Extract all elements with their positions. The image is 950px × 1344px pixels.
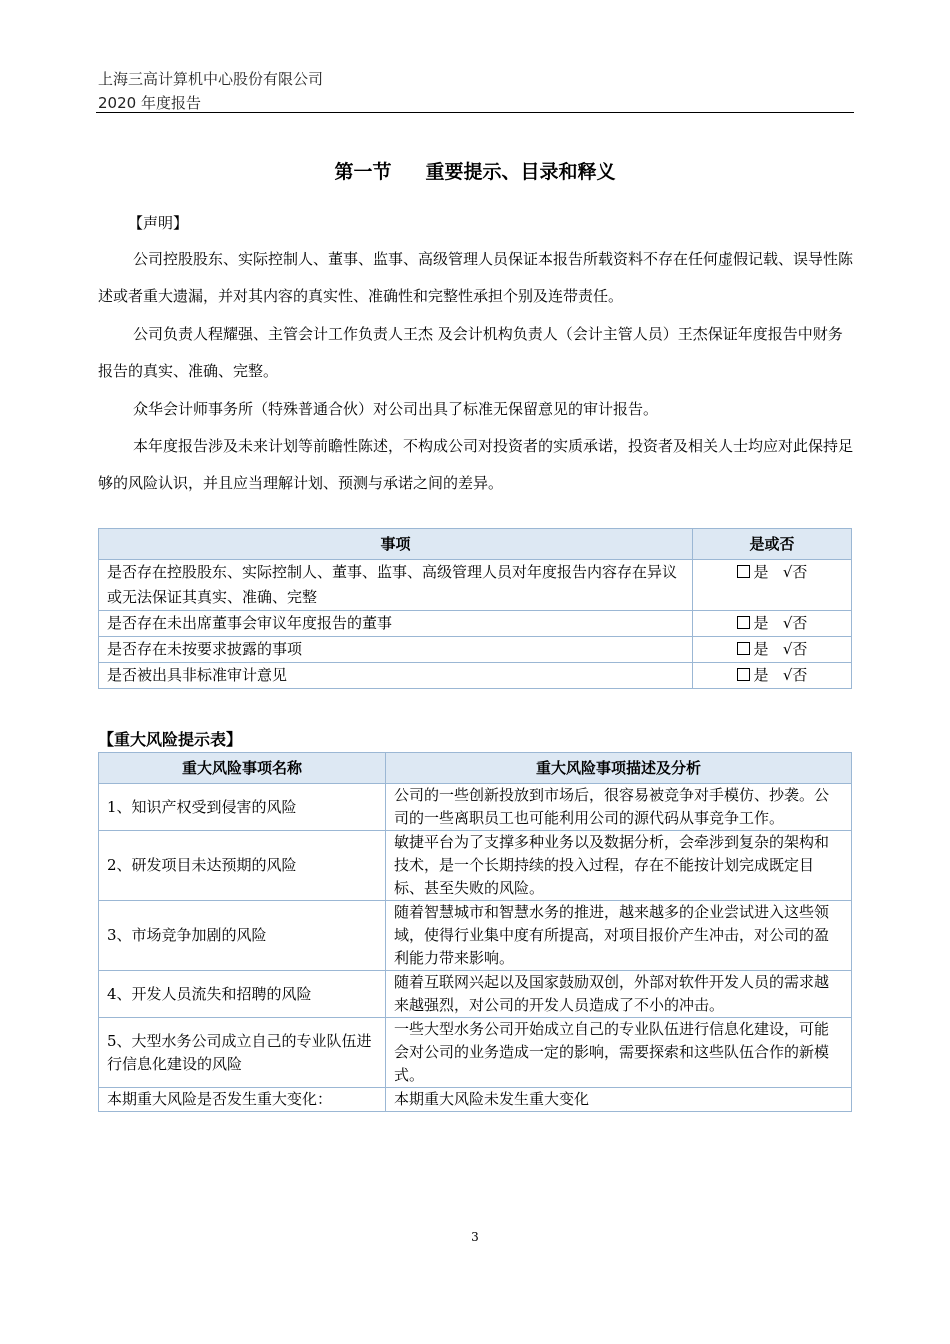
risk-table-heading: 【重大风险提示表】 (98, 730, 243, 749)
section-heading: 重要提示、目录和释义 (425, 161, 616, 183)
risk-name-cell: 5、大型水务公司成立自己的专业队伍进行信息化建设的风险 (99, 1018, 386, 1088)
section-title (0, 157, 950, 184)
no-label: √否 (782, 640, 808, 658)
yes-label: 是 (753, 666, 769, 684)
declaration-label: 【声明】 (128, 214, 189, 232)
checkbox-icon (737, 565, 750, 578)
table-row (99, 901, 852, 971)
yes-label: 是 (753, 614, 769, 632)
header-divider (96, 112, 854, 113)
table-row (99, 784, 852, 831)
column-header: 事项 (99, 529, 693, 560)
checkbox-icon (737, 642, 750, 655)
risk-description-cell: 一些大型水务公司开始成立自己的专业队伍进行信息化建设，可能会对公司的业务造成一定的影响，需要探索和这些队伍合作的新模式。 (386, 1018, 852, 1088)
report-title: 2020 年度报告 (98, 94, 201, 112)
table-header-row (99, 753, 852, 784)
risk-name-cell: 1、知识产权受到侵害的风险 (99, 784, 386, 831)
declaration-paragraph: 本年度报告涉及未来计划等前瞻性陈述，不构成公司对投资者的实质承诺，投资者及相关人士均应对此保持足够的风险认识，并且应当理解计划、预测与承诺之间的差异。 (98, 437, 854, 492)
no-label: √否 (782, 666, 808, 684)
yes-no-cell (693, 560, 852, 611)
risk-change-label-cell: 本期重大风险是否发生重大变化： (99, 1088, 386, 1112)
column-header: 重大风险事项描述及分析 (386, 753, 852, 784)
matter-cell: 是否被出具非标准审计意见 (99, 663, 693, 689)
no-label: √否 (782, 614, 808, 632)
company-name: 上海三高计算机中心股份有限公司 (98, 70, 324, 88)
risk-description-cell: 公司的一些创新投放到市场后，很容易被竞争对手模仿、抄袭。公司的一些离职员工也可能利用公司的源代码从事竞争工作。 (386, 784, 852, 831)
checkbox-icon (737, 668, 750, 681)
table-row (99, 1088, 852, 1112)
declaration-paragraph: 公司控股股东、实际控制人、董事、监事、高级管理人员保证本报告所载资料不存在任何虚假记载、误导性陈述或者重大遗漏，并对其内容的真实性、准确性和完整性承担个别及连带责任。 (98, 250, 854, 305)
risk-table (98, 752, 852, 1112)
risk-description-cell: 随着智慧城市和智慧水务的推进，越来越多的企业尝试进入这些领域，使得行业集中度有所提高，对项目报价产生冲击，对公司的盈利能力带来影响。 (386, 901, 852, 971)
table-row (99, 971, 852, 1018)
yes-no-cell (693, 637, 852, 663)
matter-cell: 是否存在控股股东、实际控制人、董事、监事、高级管理人员对年度报告内容存在异议或无法保证其真实、准确、完整 (99, 560, 693, 611)
declaration-paragraph: 公司负责人程耀强、主管会计工作负责人王杰 及会计机构负责人（会计主管人员）王杰保证年度报告中财务报告的真实、准确、完整。 (98, 325, 843, 380)
table-row (99, 560, 852, 611)
checkbox-icon (737, 616, 750, 629)
page-number: 3 (471, 1230, 479, 1244)
risk-name-cell: 3、市场竞争加剧的风险 (99, 901, 386, 971)
risk-name-cell: 2、研发项目未达预期的风险 (99, 831, 386, 901)
yes-label: 是 (753, 563, 769, 581)
yes-no-cell (693, 611, 852, 637)
table-header-row (99, 529, 852, 560)
matter-cell: 是否存在未出席董事会审议年度报告的董事 (99, 611, 693, 637)
matters-table (98, 528, 852, 689)
matter-cell: 是否存在未按要求披露的事项 (99, 637, 693, 663)
table-row (99, 611, 852, 637)
table-row (99, 637, 852, 663)
column-header: 是或否 (693, 529, 852, 560)
declaration-paragraph: 众华会计师事务所（特殊普通合伙）对公司出具了标准无保留意见的审计报告。 (133, 400, 659, 418)
yes-no-cell (693, 663, 852, 689)
table-row (99, 831, 852, 901)
column-header: 重大风险事项名称 (99, 753, 386, 784)
table-row (99, 663, 852, 689)
yes-label: 是 (753, 640, 769, 658)
risk-description-cell: 敏捷平台为了支撑多种业务以及数据分析，会牵涉到复杂的架构和技术，是一个长期持续的投入过程，存在不能按计划完成既定目标、甚至失败的风险。 (386, 831, 852, 901)
no-label: √否 (782, 563, 808, 581)
section-number: 第一节 (334, 161, 392, 183)
risk-name-cell: 4、开发人员流失和招聘的风险 (99, 971, 386, 1018)
table-row (99, 1018, 852, 1088)
risk-description-cell: 随着互联网兴起以及国家鼓励双创，外部对软件开发人员的需求越来越强烈，对公司的开发人员造成了不小的冲击。 (386, 971, 852, 1018)
risk-change-value-cell: 本期重大风险未发生重大变化 (386, 1088, 852, 1112)
